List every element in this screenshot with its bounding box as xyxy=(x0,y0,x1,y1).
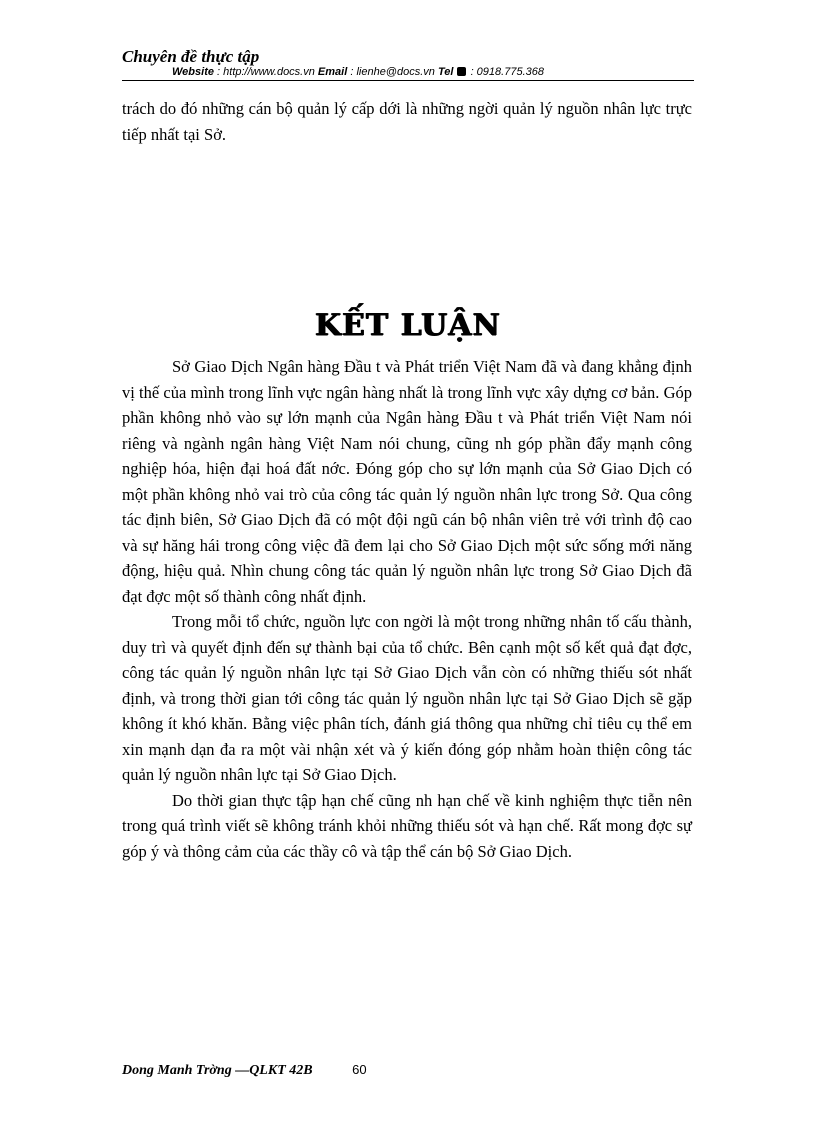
section-heading: KẾT LUẬN xyxy=(314,308,502,343)
phone-icon xyxy=(457,67,466,76)
page-header xyxy=(122,48,696,79)
footer-author: Dong Manh Trờng —QLKT 42B xyxy=(122,1063,313,1078)
tel-value: : 0918.775.368 xyxy=(467,66,544,78)
email-label: Email xyxy=(317,66,348,78)
website-label: Website xyxy=(172,66,214,78)
header-title: Chuyên đề thực tập xyxy=(122,47,260,66)
tel-label: Tel xyxy=(437,66,454,78)
page-footer xyxy=(122,1062,367,1079)
header-divider xyxy=(122,80,694,81)
website-value: : http://www.docs.vn xyxy=(213,66,318,78)
email-value: : lienhe@docs.vn xyxy=(347,66,438,78)
conclusion-body xyxy=(122,354,692,864)
header-contact xyxy=(122,66,696,79)
page-number: 60 xyxy=(352,1062,367,1077)
intro-paragraph: trách do đó những cán bộ quản lý cấp dới là những ngời quản lý nguồn nhân lực trực tiếp nhất tại Sở. xyxy=(122,99,692,144)
paragraph: Do thời gian thực tập hạn chế cũng nh hạn chế về kinh nghiệm thực tiễn nên trong quá trình viết sẽ không tránh khỏi những thiếu sót và hạn chế. Rất mong đợc sự góp ý và thông cảm của các thầy cô và tập thể cán bộ Sở Giao Dịch. xyxy=(122,790,692,861)
paragraph: Trong mỗi tổ chức, nguồn lực con ngời là một trong những nhân tố cấu thành, duy trì và quyết định đến sự thành bại của tổ chức. Bên cạnh một số kết quả đạt đợc, công tác quản lý nguồn nhân lực tại Sở Giao Dịch vẫn còn có những thiếu sót nhất định, và trong thời gian tới công tác quản lý nguồn nhân lực tại Sở Giao Dịch sẽ gặp không ít khó khăn. Bằng việc phân tích, đánh giá thông qua những chỉ tiêu cụ thể em xin mạnh dạn đa ra một vài nhận xét và ý kiến đóng góp nhằm hoàn thiện công tác quản lý nguồn nhân lực tại Sở Giao Dịch. xyxy=(122,612,692,784)
paragraph: Sở Giao Dịch Ngân hàng Đầu t và Phát triển Việt Nam đã và đang khẳng định vị thế của mình trong lĩnh vực ngân hàng nhất là trong lĩnh vực xây dựng cơ bản. Góp phần không nhỏ vào sự lớn mạnh của Ngân hàng Đầu t và Phát triển Việt Nam nói riêng và ngành ngân hàng Việt Nam nói chung, cũng nh góp phần đẩy mạnh công nghiệp hóa, hiện đại hoá đất nớc. Đóng góp cho sự lớn mạnh của Sở Giao Dịch có một phần không nhỏ vai trò của công tác quản lý nguồn nhân lực trong Sở. Qua công tác định biên, Sở Giao Dịch đã có một đội ngũ cán bộ nhân viên trẻ với trình độ cao và sự hăng hái trong công việc đã đem lại cho Sở Giao Dịch một sức sống mới năng động, hiệu quả. Nhìn chung công tác quản lý nguồn nhân lực trong Sở Giao Dịch đã đạt đợc một số thành công nhất định. xyxy=(122,357,692,606)
